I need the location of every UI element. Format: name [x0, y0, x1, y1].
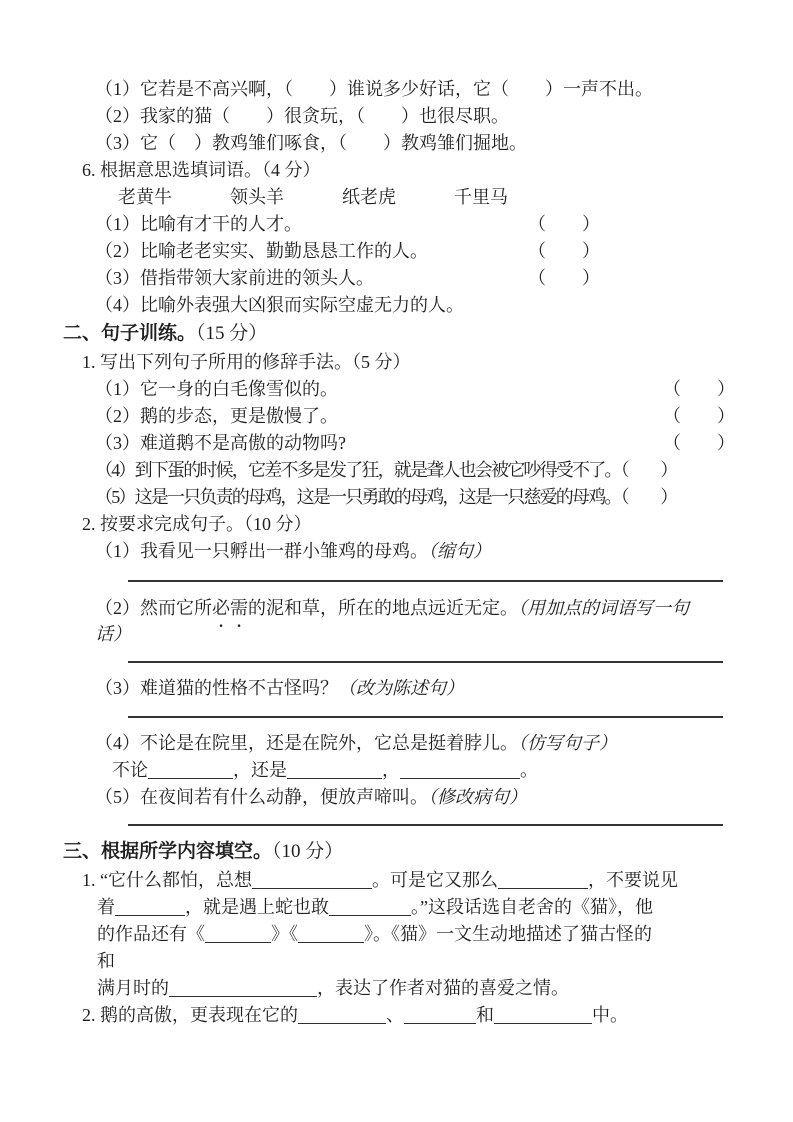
text-segment: 6. 根据意思选填词语。（4 分）	[82, 160, 321, 180]
answer-bracket: （ ）	[663, 433, 735, 453]
text-segment: 二、句子训练。	[63, 323, 197, 344]
answer-rule-1	[0, 565, 793, 595]
fill-in-blank	[205, 926, 271, 943]
answer-line	[128, 580, 723, 582]
dotted-character: 必	[212, 598, 230, 618]
q3-1-line-4	[0, 948, 793, 975]
q6-item-3	[0, 265, 793, 292]
text-segment: 2. 鹅的高傲，更表现在它的	[82, 1005, 298, 1025]
text-segment: 的泥和草，所在的地点远近无定。	[248, 598, 518, 618]
q2-2-item-4	[0, 730, 793, 757]
answer-rule-4	[0, 811, 793, 837]
text-segment: （2）我家的猫（ ）很贪玩，（ ）也很尽职。	[95, 106, 509, 126]
fill-in-blank	[298, 1007, 386, 1024]
q2-2-title	[0, 511, 793, 538]
q2-2-item-4-fill	[0, 757, 793, 784]
emphasized-dotted-word	[212, 598, 248, 618]
text-segment: （4）不论是在院里，还是在院外，它总是挺着脖儿。	[95, 733, 518, 753]
fill-in-blank	[494, 1007, 592, 1024]
fill-in-blank	[169, 980, 317, 997]
fill-in-blank	[252, 872, 372, 889]
text-segment: 》。《猫》一文生动地描述了猫古怪的	[364, 924, 652, 944]
q3-2-line	[0, 1002, 793, 1029]
q3-1-line-5	[0, 975, 793, 1002]
text-segment: ，就是遇上蛇也敢	[185, 897, 329, 917]
text-segment: 1. “它什么都怕，总想	[82, 870, 252, 890]
instruction-note: （修改病句）	[428, 787, 527, 807]
text-segment: （4）比喻外表强大凶狠而实际空虚无力的人。	[95, 295, 464, 315]
text-segment: 。可是它又那么	[372, 870, 498, 890]
q2-2-item-2	[0, 595, 793, 622]
q2-1-item-1	[0, 376, 793, 403]
q6-item-2	[0, 238, 793, 265]
section-2-heading	[0, 319, 793, 349]
q3-1-line-2	[0, 894, 793, 921]
fill-in-blank	[287, 762, 382, 779]
text-segment: 。”这段话选自老舍的《猫》，他	[411, 897, 653, 917]
text-segment: 2. 按要求完成句子。（10 分）	[82, 514, 312, 534]
text-segment: 老黄牛	[118, 187, 172, 207]
dotted-character: 需	[230, 598, 248, 618]
text-segment: （3）借指带领大家前进的领头人。	[95, 268, 374, 288]
text-segment: 1. 写出下列句子所用的修辞手法。（5 分）	[82, 352, 411, 372]
instruction-note: （改为陈述句）	[338, 678, 464, 698]
text-segment: ，不要说见	[588, 870, 678, 890]
q5-item-3	[0, 130, 793, 157]
text-segment: （5）这是一只负责的母鸡，这是一只勇敢的母鸡，这是一只慈爱的母鸡。（ ）	[95, 487, 677, 507]
text-segment: （10 分）	[272, 841, 344, 862]
text-segment: （3）它（ ）教鸡雏们啄食，（ ）教鸡雏们掘地。	[95, 133, 527, 153]
fill-in-blank	[115, 899, 185, 916]
answer-bracket: （ ）	[663, 379, 735, 399]
q2-2-item-1	[0, 538, 793, 565]
text-segment: 纸老虎	[342, 187, 396, 207]
text-segment: （5）在夜间若有什么动静，便放声啼叫。	[95, 787, 428, 807]
fill-in-blank	[404, 1007, 476, 1024]
q2-2-item-3	[0, 675, 793, 702]
text-segment: （3）难道鹅不是高傲的动物吗?	[95, 433, 346, 453]
q6-item-1	[0, 211, 793, 238]
instruction-note: 话）	[95, 624, 131, 644]
answer-line	[128, 661, 723, 663]
q2-1-item-5	[0, 484, 793, 511]
text-segment: （3）难道猫的性格不古怪吗？	[95, 678, 338, 698]
text-segment: （4）到下蛋的时候，它差不多是发了狂，就是聋人也会被它吵得受不了。（ ）	[95, 460, 677, 480]
text-segment: 不论	[112, 760, 148, 780]
text-segment: （1）比喻有才干的人才。	[95, 214, 302, 234]
instruction-note: （仿写句子）	[518, 733, 617, 753]
text-segment: 和	[476, 1005, 494, 1025]
text-segment: 、	[386, 1005, 404, 1025]
text-segment: （15 分）	[196, 323, 268, 344]
q3-1-line-1	[0, 867, 793, 894]
q5-item-2	[0, 103, 793, 130]
answer-line	[128, 716, 723, 718]
text-segment: （2）比喻老老实实、勤勤恳恳工作的人。	[95, 241, 428, 261]
fill-in-blank	[329, 899, 411, 916]
instruction-note: （用加点的词语写一句	[518, 598, 689, 618]
answer-bracket: （ ）	[528, 214, 600, 234]
q3-1-line-3	[0, 921, 793, 948]
text-segment: 》《	[271, 924, 298, 944]
q6-title	[0, 157, 793, 184]
text-segment: ，还是	[233, 760, 287, 780]
text-segment: 满月时的	[97, 978, 169, 998]
worksheet-body	[0, 76, 793, 1029]
answer-rule-3	[0, 702, 793, 730]
answer-bracket: （ ）	[528, 268, 600, 288]
fill-in-blank	[298, 926, 364, 943]
q5-item-1	[0, 76, 793, 103]
text-segment: 中。	[592, 1005, 628, 1025]
text-segment: （1）它若是不高兴啊，（ ）谁说多少好话，它（ ）一声不出。	[95, 79, 653, 99]
text-segment: （1）它一身的白毛像雪似的。	[95, 379, 338, 399]
text-segment: 和	[97, 951, 115, 971]
text-segment: （1）我看见一只孵出一群小雏鸡的母鸡。	[95, 541, 428, 561]
q2-2-item-2-cont	[0, 622, 793, 647]
text-segment: ，表达了作者对猫的喜爱之情。	[317, 978, 569, 998]
instruction-note: （缩句）	[428, 541, 491, 561]
q2-1-item-2	[0, 403, 793, 430]
text-segment: 千里马	[454, 187, 508, 207]
q6-wordbank	[0, 184, 793, 211]
answer-rule-2	[0, 647, 793, 675]
text-segment: 领头羊	[230, 187, 284, 207]
text-segment: 。	[520, 760, 538, 780]
fill-in-blank	[148, 762, 233, 779]
fill-in-blank	[400, 762, 520, 779]
text-segment: 着	[97, 897, 115, 917]
q6-item-4	[0, 292, 793, 319]
answer-bracket: （ ）	[663, 406, 735, 426]
q2-1-item-3	[0, 430, 793, 457]
fill-in-blank	[498, 872, 588, 889]
answer-line	[128, 824, 723, 826]
q2-2-item-5	[0, 784, 793, 811]
answer-bracket: （ ）	[528, 241, 600, 261]
text-segment: 的作品还有《	[97, 924, 205, 944]
q2-1-title	[0, 349, 793, 376]
text-segment: 三、根据所学内容填空。	[63, 841, 273, 862]
text-segment: （2）然而它所	[95, 598, 212, 618]
text-segment: ，	[382, 760, 400, 780]
q2-1-item-4	[0, 457, 793, 484]
section-3-heading	[0, 837, 793, 867]
text-segment: （2）鹅的步态，更是傲慢了。	[95, 406, 338, 426]
